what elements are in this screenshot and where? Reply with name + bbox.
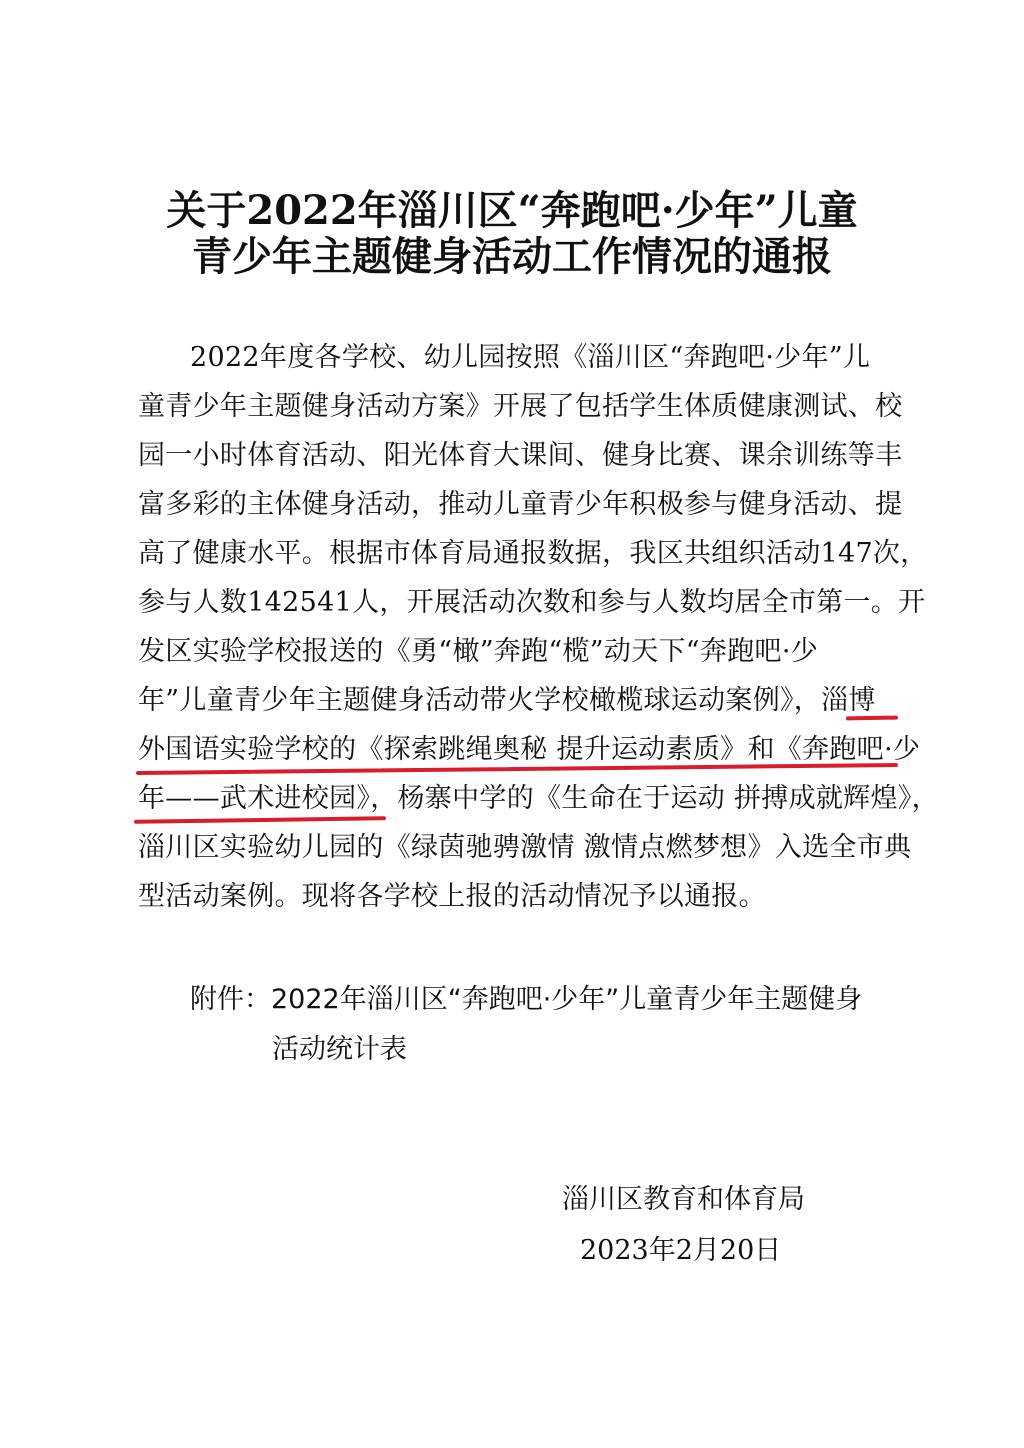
body-line: 童青少年主题健身活动方案》开展了包括学生体质健康测试、校 [138, 391, 903, 422]
document-title-line-2: 青少年主题健身活动工作情况的通报 [192, 233, 832, 280]
document-title-line-1: 关于2022年淄川区“奔跑吧·少年”儿童 [166, 187, 858, 234]
body-line: 高了健康水平。根据市体育局通报数据，我区共组织活动147次， [138, 538, 928, 569]
body-line: 淄川区实验幼儿园的《绿茵驰骋激情 激情点燃梦想》入选全市典 [138, 832, 912, 863]
body-line: 园一小时体育活动、阳光体育大课间、健身比赛、课余训练等丰 [138, 440, 903, 471]
attachment-line-1: 附件：2022年淄川区“奔跑吧·少年”儿童青少年主题健身 [190, 984, 863, 1015]
issue-date: 2023年2月20日 [580, 1235, 782, 1266]
issuing-organization: 淄川区教育和体育局 [562, 1184, 805, 1215]
highlight-underline [846, 716, 898, 721]
body-line: 型活动案例。现将各学校上报的活动情况予以通报。 [138, 881, 766, 912]
body-line: 富多彩的主体健身活动，推动儿童青少年积极参与健身活动、提 [138, 489, 903, 520]
attachment-line-2: 活动统计表 [272, 1034, 407, 1065]
body-line: 年”儿童青少年主题健身活动带火学校橄榄球运动案例》，淄博 [138, 685, 876, 716]
body-line: 发区实验学校报送的《勇“橄”奔跑“榄”动天下“奔跑吧·少 [138, 636, 818, 667]
body-line: 参与人数142541人，开展活动次数和参与人数均居全市第一。开 [138, 587, 926, 618]
body-line: 外国语实验学校的《探索跳绳奥秘 提升运动素质》和《奔跑吧·少 [138, 734, 921, 765]
body-line: 2022年度各学校、幼儿园按照《淄川区“奔跑吧·少年”儿 [190, 342, 871, 373]
body-line: 年——武术进校园》，杨寨中学的《生命在于运动 拼搏成就辉煌》， [138, 783, 939, 814]
highlight-underline [134, 816, 386, 824]
